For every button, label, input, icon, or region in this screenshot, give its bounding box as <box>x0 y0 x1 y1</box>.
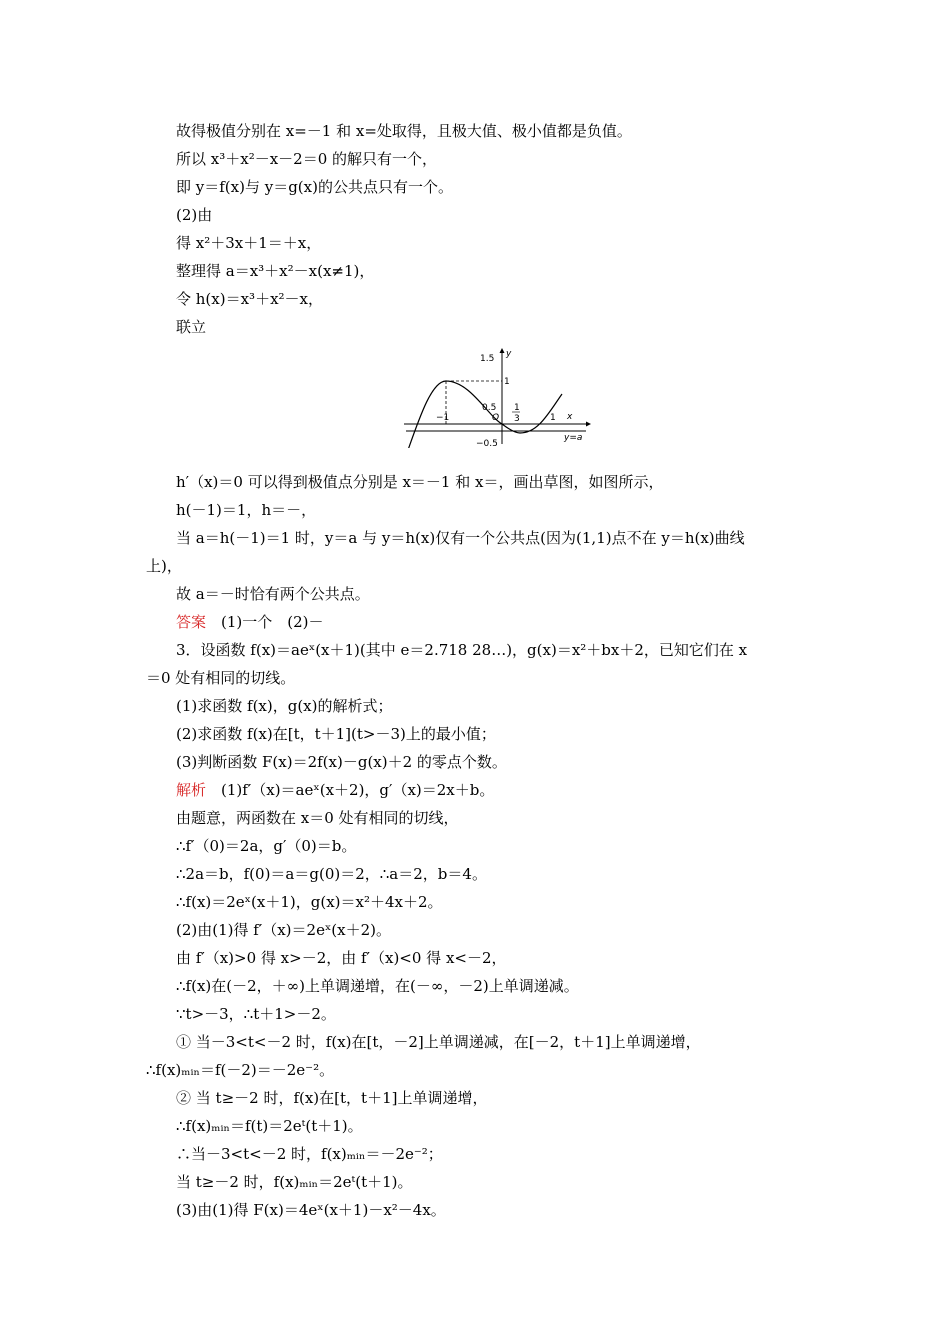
text-line: 故 a＝－时恰有两个公共点。 <box>176 585 370 603</box>
text-line: ∴f(x)ₘᵢₙ＝f(t)＝2eᵗ(t＋1)。 <box>176 1117 363 1135</box>
text-line: (2)由 <box>176 206 213 224</box>
function-sketch-graph <box>400 346 592 448</box>
text-line: 令 h(x)＝x³＋x²－x， <box>176 290 323 308</box>
text-line: ① 当－3<t<－2 时，f(x)在[t，－2]上单调递减，在[－2，t＋1]上单调递增， <box>176 1033 701 1051</box>
tick-label: −0.5 <box>476 439 498 448</box>
text-line: 当 t≥－2 时，f(x)ₘᵢₙ＝2eᵗ(t＋1)。 <box>176 1173 413 1191</box>
text-line: h(－1)＝1，h＝－， <box>176 501 317 519</box>
text-line: 由 f′（x)>0 得 x>－2，由 f′（x)<0 得 x<－2， <box>176 949 507 967</box>
text-line: 3．设函数 f(x)＝aeˣ(x＋1)(其中 e＝2.718 28…)，g(x)＝x²＋bx＋2，已知它们在 x <box>176 641 748 659</box>
tick-label: 1.5 <box>480 354 495 364</box>
line-label: y=a <box>564 433 583 443</box>
text-line: h′（x)＝0 可以得到极值点分别是 x＝－1 和 x＝，画出草图，如图所示， <box>176 473 664 491</box>
analysis-label: 解析 <box>176 781 207 799</box>
text-line: ∴f(x)＝2eˣ(x＋1)，g(x)＝x²＋4x＋2。 <box>176 893 443 911</box>
fraction-numerator: 1 <box>514 403 520 413</box>
answer-label: 答案 <box>176 613 207 631</box>
text-line: ∴当－3<t<－2 时，f(x)ₘᵢₙ＝－2e⁻²； <box>176 1145 443 1163</box>
text-line: 上)， <box>146 557 182 575</box>
axis-label-x: x <box>567 412 573 422</box>
text-line: (3)判断函数 F(x)＝2f(x)－g(x)＋2 的零点个数。 <box>176 753 507 771</box>
origin-label: O <box>492 413 500 423</box>
text-line: ＝0 处有相同的切线。 <box>146 669 296 687</box>
text-line: ∴f′（0)＝2a，g′（0)＝b。 <box>176 837 357 855</box>
text-line: ∴f(x)在(－2，＋∞)上单调递增，在(－∞，－2)上单调递减。 <box>176 977 579 995</box>
text-line: (1)求函数 f(x)，g(x)的解析式； <box>176 697 393 715</box>
text-line: ∴f(x)ₘᵢₙ＝f(－2)＝－2e⁻²。 <box>146 1061 335 1079</box>
tick-label: 0.5 <box>482 403 497 413</box>
text-line: ∴2a＝b，f(0)＝a＝g(0)＝2，∴a＝2，b＝4。 <box>176 865 487 883</box>
tick-label: 1 <box>504 377 510 387</box>
text-line: ∵t>－3，∴t＋1>－2。 <box>176 1005 336 1023</box>
tick-label: −1 <box>436 413 450 423</box>
tick-label: 1 <box>550 413 556 423</box>
answer-text: (1)一个 (2)－ <box>221 613 324 631</box>
text-line: 由题意，两函数在 x＝0 处有相同的切线， <box>176 809 459 827</box>
text-line: 整理得 a＝x³＋x²－x(x≠1)， <box>176 262 375 280</box>
text-line: 即 y＝f(x)与 y＝g(x)的公共点只有一个。 <box>176 178 453 196</box>
text-line: (2)由(1)得 f′（x)＝2eˣ(x＋2)。 <box>176 921 392 939</box>
text-line: 所以 x³＋x²－x－2＝0 的解只有一个， <box>176 150 438 168</box>
y-axis-arrow <box>500 348 505 353</box>
text-line: 得 x²＋3x＋1＝＋x， <box>176 234 322 252</box>
answer-line <box>176 612 324 632</box>
text-line: 故得极值分别在 x=－1 和 x=处取得，且极大值、极小值都是负值。 <box>176 122 632 140</box>
text-line: (2)求函数 f(x)在[t，t＋1](t>－3)上的最小值； <box>176 725 496 743</box>
analysis-text: (1)f′（x)＝aeˣ(x＋2)，g′（x)＝2x＋b。 <box>221 781 495 799</box>
text-line: 联立 <box>176 318 207 336</box>
text-line: (3)由(1)得 F(x)＝4eˣ(x＋1)－x²－4x。 <box>176 1201 446 1219</box>
fraction-denominator: 3 <box>514 414 520 424</box>
text-line: ② 当 t≥－2 时，f(x)在[t，t＋1]上单调递增， <box>176 1089 488 1107</box>
axis-label-y: y <box>506 349 512 359</box>
text-line: 当 a＝h(－1)＝1 时，y＝a 与 y＝h(x)仅有一个公共点(因为(1,1)点不在 y＝h(x)曲线 <box>176 529 745 547</box>
curve-h-of-x <box>408 381 562 448</box>
x-axis-arrow <box>586 422 591 427</box>
analysis-line <box>176 780 494 800</box>
